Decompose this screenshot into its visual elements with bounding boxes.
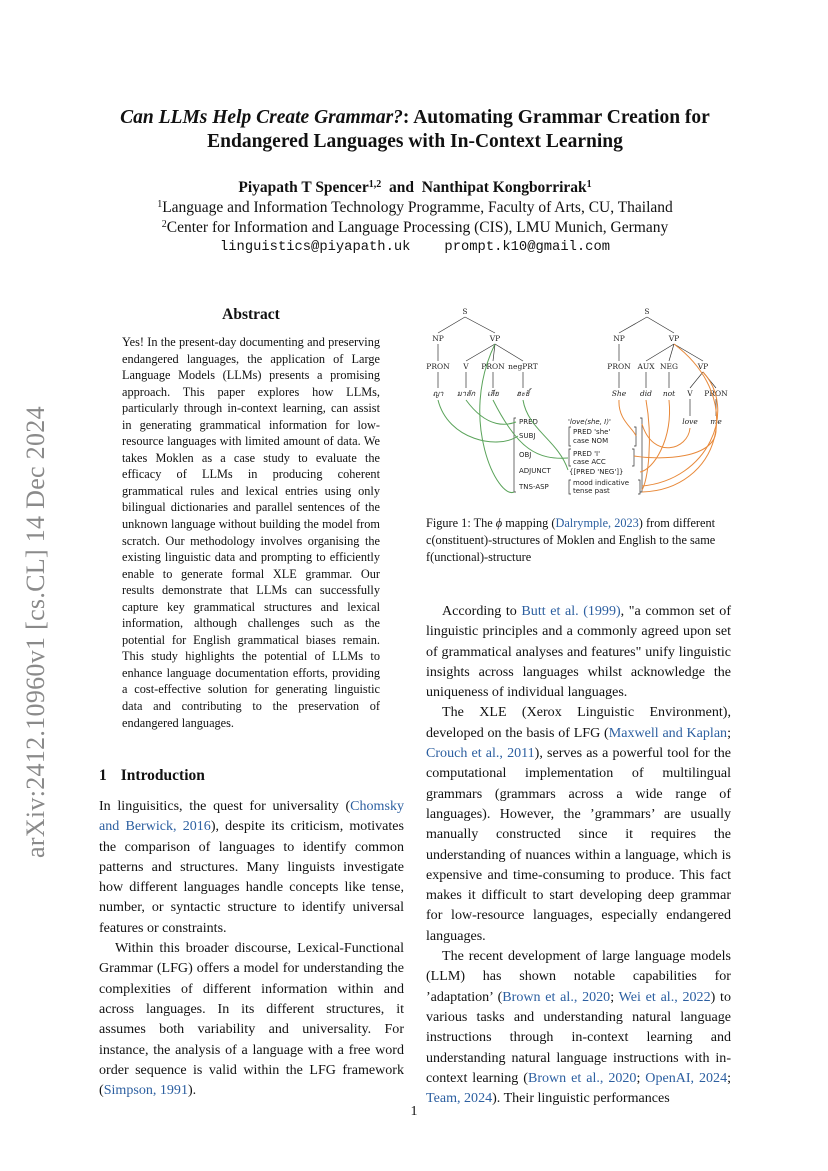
arxiv-stamp-text: arXiv:2412.10960v1 [cs.CL] 14 Dec 2024 [21,406,50,858]
citation-link[interactable]: Simpson, 1991 [103,1082,188,1099]
node-aux-right: AUX [637,362,655,371]
aff-1-sup: 1 [157,199,163,210]
text-span: ; [727,724,731,741]
right-column-body [426,601,731,1108]
fs-obj-case: case ACC [573,458,606,466]
fs-attr-tnsasp: TNS-ASP [519,483,549,491]
section-title: Introduction [120,767,205,784]
citation-link[interactable]: Brown et al., 2020 [527,1069,637,1086]
text-span: The recent development of large language models (LLM) has shown notable capabilities for ’adaptation’ ( [426,948,731,1005]
word-left-1: ญา [432,389,444,398]
text-span: ), despite its criticism, motivates the comparison of languages to identify common patterns and structures. Many linguists investigate how different languages handle concepts like tense, number, or syntactic structure to identify universal features or constraints. [99,818,405,936]
right-paragraph-1 [426,601,731,702]
paper-title [80,106,750,154]
section-number: 1 [99,767,107,784]
text-span: Figure 1: The [426,516,496,530]
fs-attr-subj: SUBJ [519,432,536,440]
node-s-left: S [462,307,468,316]
author-1-sup: 1,2 [368,179,382,190]
page-number: 1 [410,1104,418,1119]
fs-subj-pred: PRED 'she' [573,428,611,436]
text-span: ; [610,988,619,1005]
node-vp-right: VP [668,334,680,343]
citation-link[interactable]: Chomsky and Berwick, 2016 [99,798,404,835]
phi-mapping-diagram [418,300,740,500]
fs-subj-case: case NOM [573,437,609,445]
arxiv-stamp [19,360,55,860]
word-right-3: not [662,389,676,398]
node-neg-right: NEG [659,362,679,371]
text-span: ) to various tasks and understanding natural language instructions through in-context learning and understanding natural language instructions with in-context learning ( [426,988,731,1086]
aff-2-text: Center for Information and Language Processing (CIS), LMU Munich, Germany [166,219,669,236]
affiliation-1 [80,198,750,218]
figure-caption [426,515,731,566]
node-np-right: NP [613,334,625,343]
fs-tense: tense past [573,487,610,495]
author-and: and [388,179,414,196]
phi-symbol: ϕ [495,516,503,530]
node-pron2-right: PRON [704,389,728,398]
fs-attr-adjunct: ADJUNCT [519,467,551,475]
fs-attr-obj: OBJ [519,451,532,459]
affiliation-2 [80,218,750,238]
author-2-sup: 1 [586,179,592,190]
text-span: ; [727,1069,732,1086]
node-v-left: V [463,362,469,371]
author-2: Nanthipat Kongborrirak [421,179,587,196]
node-negprt-left: negPRT [508,362,538,371]
node-vp-left: VP [489,334,501,343]
word-right-5: me [710,417,722,426]
word-left-2: มาลัก [456,389,476,398]
fs-adjunct-value: {[PRED 'NEG']} [569,468,624,476]
text-span: ). Their linguistic performances [492,1090,670,1107]
title-italic: Can LLMs Help Create Grammar? [120,107,403,128]
text-span: , "a common set of linguistic principles and a commonly agreed upon set of grammatical analyses and features" unify linguistic insights across languages whilst acknowledge the uniqueness of individual languages. [426,603,731,701]
citation-link[interactable]: Maxwell and Kaplan [608,724,728,741]
word-left-3: เลีย [487,389,499,398]
citation-link[interactable]: Dalrymple, 2023 [555,516,639,530]
text-span: ; [636,1069,646,1086]
text-span: ) from different c(onstituent)-structures of Moklen and English to the same f(unctional)-structure [426,516,716,564]
fs-attr-pred: PRED [519,418,538,426]
text-span: In linguisitics, the quest for universality ( [99,798,351,814]
right-paragraph-3 [426,946,731,1108]
author-block [80,178,750,258]
node-pron2-left: PRON [481,362,505,371]
author-names [80,178,750,198]
citation-link[interactable]: Butt et al. (1999) [521,603,621,619]
intro-paragraph-1 [99,796,404,938]
text-span: According to [442,603,522,619]
node-v-right: V [687,389,693,398]
intro-paragraph-2 [99,938,404,1100]
aff-1-text: Language and Information Technology Programme, Faculty of Arts, CU, Thailand [162,199,673,216]
text-span: Within this broader discourse, Lexical-Functional Grammar (LFG) offers a model for understanding the complexities of different information within and across languages. In its different structures, it assumes both variability and universality. For instance, the analysis of a language with a free word order sequence is valid within the LFG framework ( [99,940,404,1099]
word-right-4: love [682,417,698,426]
node-pron-right: PRON [607,362,631,371]
citation-link[interactable]: Crouch et al., 2011 [426,745,535,762]
title-line2: Endangered Languages with In-Context Learning [207,131,623,152]
email-2[interactable]: prompt.k10@gmail.com [444,240,611,255]
word-left-4: ฮะธิ์ [516,389,530,398]
aff-2-sup: 2 [161,219,167,230]
text-span: ), serves as a powerful tool for the computational implementation of multilingual grammars (grammars across a wide range of languages). However, the ’grammars’ are usually manually constructed since it requires the understanding of nuances within a language, which is expensive and time-consuming to produce. This fact makes it difficult to start developing deep grammar for low-resource languages, especially endangered languages. [426,745,731,944]
fs-mood: mood indicative [573,479,630,487]
node-vp2-right: VP [697,362,709,371]
word-right-1: She [611,389,627,398]
node-s-right: S [644,307,650,316]
abstract-heading: Abstract [222,306,280,323]
abstract-text: Yes! In the present-day documenting and preserving endangered languages, the application of Large Language Models (LLMs) presents a promising approach. This paper explores how LLMs, particularly through in-context learning, can assist in generating grammatical information for low-resource languages with limited amount of data. We takes Moklen as a case study to evaluate the efficacy of LLMs in producing coherent grammatical rules and lexical entries using only bilingual dictionaries and parallel sentences of the unknown language without building the model from scratch. Our methodology involves organising the existing linguistic data and prompting to efficiently enable to generate formal XLE grammar. Our results demonstrate that LLMs can successfully capture key grammatical structures and lexical information, although challenges such as the potential for English grammatical biases remain. This study highlights the potential of LLMs to enhance language documentation efforts, providing a cost-effective solution for generating linguistic data and contributing to the preservation of endangered languages. [122,335,380,730]
right-paragraph-2 [426,702,731,946]
email-1[interactable]: linguistics@piyapath.uk [219,240,411,255]
fs-pred-value: 'love⟨she, I⟩' [568,418,611,426]
citation-link[interactable]: Team, 2024 [426,1090,493,1107]
section-heading [99,767,205,785]
text-span: The XLE (Xerox Linguistic Environment), developed on the basis of LFG ( [426,704,731,741]
emails [80,238,750,258]
citation-link[interactable]: OpenAI, 2024 [645,1069,728,1086]
figure-1 [418,300,740,500]
citation-link[interactable]: Brown et al., 2020 [502,988,611,1005]
fs-obj-pred: PRED 'I' [573,450,601,458]
node-np-left: NP [432,334,444,343]
text-span: ). [187,1082,197,1099]
word-right-2: did [639,389,653,398]
text-span: mapping ( [502,516,556,530]
left-column-body [99,796,404,1100]
title-rest: : Automating Grammar Creation for [402,107,710,128]
author-1: Piyapath T Spencer [238,179,369,196]
citation-link[interactable]: Wei et al., 2022 [618,988,711,1005]
node-pron-left: PRON [426,362,450,371]
